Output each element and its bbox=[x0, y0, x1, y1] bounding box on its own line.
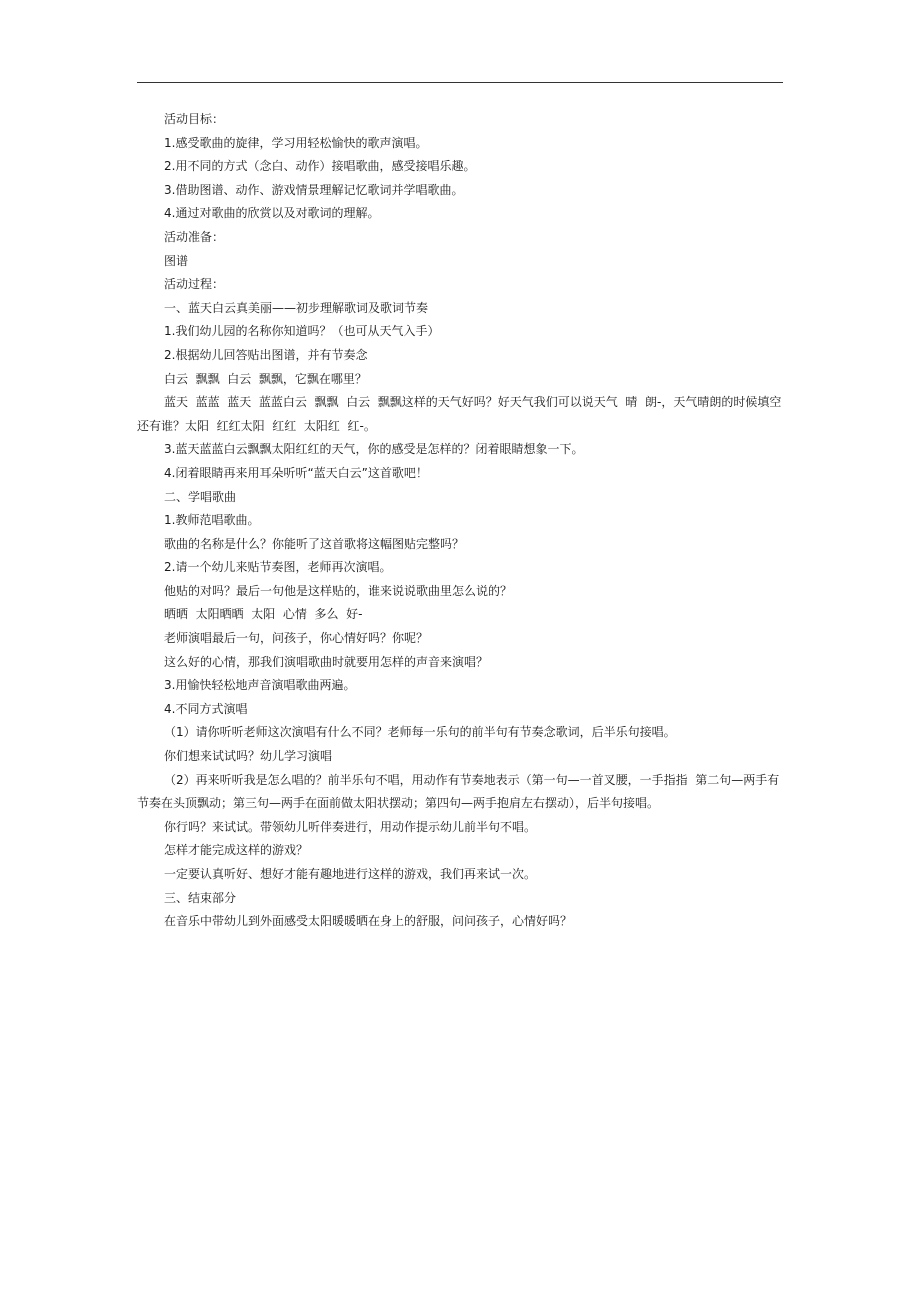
subsection-heading: 二、学唱歌曲 bbox=[164, 489, 237, 504]
body-text: 老师演唱最后一句，问孩子，你心情好吗？你呢？ bbox=[164, 631, 429, 646]
body-text: 怎样才能完成这样的游戏？ bbox=[164, 843, 309, 858]
body-text: 一定要认真听好、想好才能有趣地进行这样的游戏，我们再来试一次。 bbox=[164, 867, 537, 881]
lyric-line: 白云 飘飘 白云 飘飘，它飘在哪里？ bbox=[164, 371, 367, 386]
process-step: 2.请一个幼儿来贴节奏图，老师再次演唱。 bbox=[164, 560, 392, 575]
process-step: 4.闭着眼睛再来用耳朵听听“蓝天白云”这首歌吧！ bbox=[164, 465, 428, 480]
lyric-line: 晒晒 太阳晒晒 太阳 心情 多么 好- bbox=[164, 607, 363, 622]
document-body bbox=[137, 108, 783, 934]
section-heading-goals: 活动目标： bbox=[164, 112, 225, 126]
process-step: 1.我们幼儿园的名称你知道吗？（也可从天气入手） bbox=[164, 324, 440, 339]
process-step: 3.蓝天蓝蓝白云飘飘太阳红红的天气，你的感受是怎样的？闭着眼睛想象一下。 bbox=[164, 442, 584, 457]
goal-item: 1.感受歌曲的旋律，学习用轻松愉快的歌声演唱。 bbox=[164, 135, 428, 150]
body-text: （2）再来听听我是怎么唱的？前半乐句不唱，用动作有节奏地表示（第一句—一首叉腰，一手指指 第二句—两手有节奏在头顶飘动；第三句—两手在面前做太阳状摆动；第四句—两手抱肩左右摆动），后半句接唱。 bbox=[137, 772, 780, 811]
body-text: 你行吗？来试试。带领幼儿听伴奏进行，用动作提示幼儿前半句不唱。 bbox=[164, 819, 537, 834]
body-text: 他贴的对吗？最后一句他是这样贴的，谁来说说歌曲里怎么说的？ bbox=[164, 583, 513, 598]
section-heading-process: 活动过程： bbox=[164, 277, 225, 292]
process-step: 2.根据幼儿回答贴出图谱，并有节奏念 bbox=[164, 347, 368, 362]
header-rule bbox=[137, 82, 783, 83]
body-text: 你们想来试试吗？幼儿学习演唱 bbox=[164, 749, 333, 764]
body-text: 歌曲的名称是什么？你能听了这首歌将这幅图贴完整吗？ bbox=[164, 536, 465, 551]
process-step: 1.教师范唱歌曲。 bbox=[164, 513, 260, 528]
preparation-item: 图谱 bbox=[164, 253, 189, 268]
process-step: 3.用愉快轻松地声音演唱歌曲两遍。 bbox=[164, 678, 356, 693]
subsection-heading: 一、蓝天白云真美丽——初步理解歌词及歌词节奏 bbox=[164, 300, 429, 315]
process-step: 4.不同方式演唱 bbox=[164, 701, 248, 716]
body-text: （1）请你听听老师这次演唱有什么不同？老师每一乐句的前半句有节奏念歌词，后半乐句接唱。 bbox=[164, 725, 676, 740]
subsection-heading: 三、结束部分 bbox=[164, 890, 237, 905]
goal-item: 3.借助图谱、动作、游戏情景理解记忆歌词并学唱歌曲。 bbox=[164, 182, 464, 197]
lyric-paragraph: 蓝天 蓝蓝 蓝天 蓝蓝白云 飘飘 白云 飘飘这样的天气好吗？好天气我们可以说天气 晴 朗-，天气晴朗的时候填空还有谁？太阳 红红太阳 红红 太阳红 红-。 bbox=[137, 395, 782, 433]
section-heading-preparation: 活动准备： bbox=[164, 229, 225, 244]
goal-item: 4.通过对歌曲的欣赏以及对歌词的理解。 bbox=[164, 206, 380, 221]
body-text: 这么好的心情，那我们演唱歌曲时就要用怎样的声音来演唱？ bbox=[164, 654, 489, 669]
body-text: 在音乐中带幼儿到外面感受太阳暖暖晒在身上的舒服，问问孩子，心情好吗？ bbox=[164, 914, 573, 929]
goal-item: 2.用不同的方式（念白、动作）接唱歌曲，感受接唱乐趣。 bbox=[164, 159, 476, 174]
